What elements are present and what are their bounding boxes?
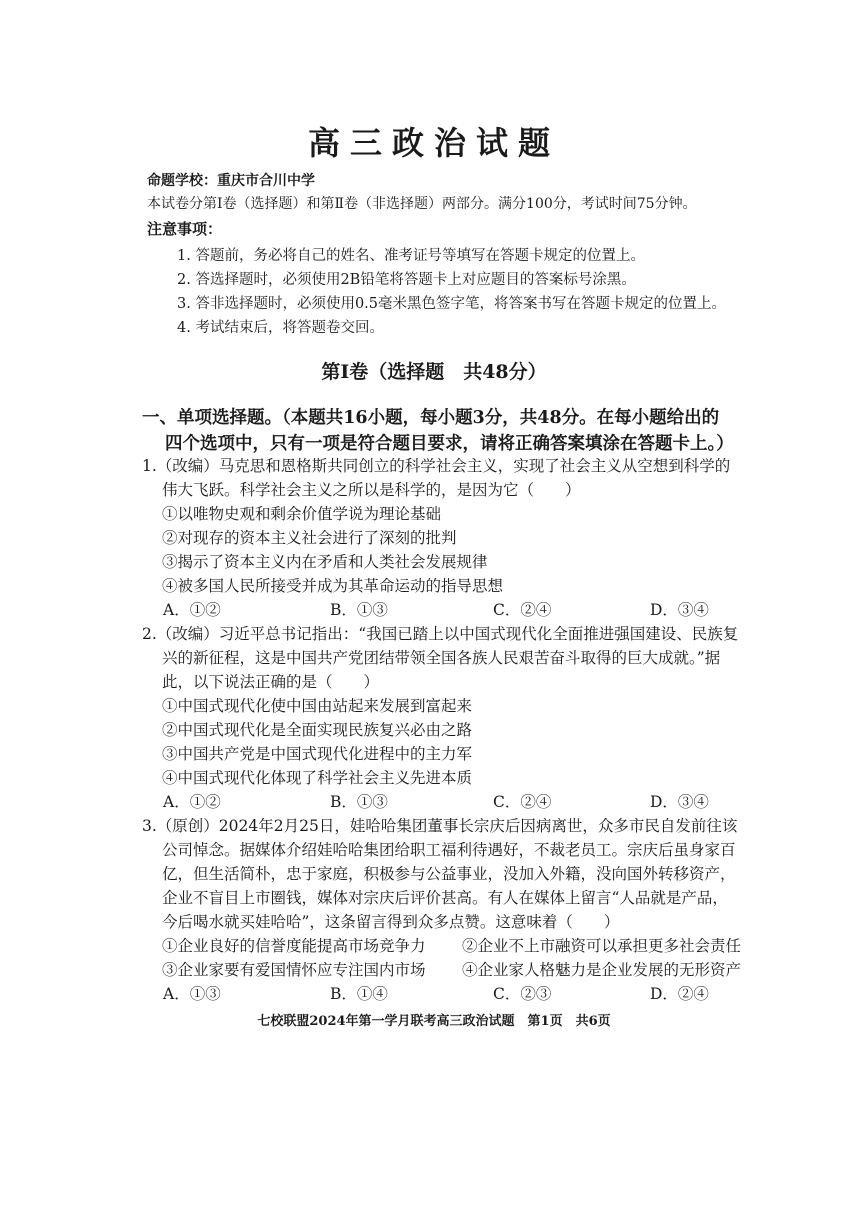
question-3-option-d[interactable]: D．②④ <box>650 985 709 1003</box>
question-3-line: 企业不盲目上市圈钱，媒体对宗庆后评价甚高。有人在媒体上留言“人品就是产品， <box>162 889 728 907</box>
question-3-line: 3.（原创）2024年2月25日，娃哈哈集团董事长宗庆后因病离世，众多市民自发前往该 <box>142 817 738 835</box>
question-2-option-d[interactable]: D．③④ <box>650 793 709 811</box>
question-2-line: 2.（改编）习近平总书记指出：“我国已踏上以中国式现代化全面推进强国建设、民族复 <box>142 625 739 643</box>
intro-line: 本试卷分第Ⅰ卷（选择题）和第Ⅱ卷（非选择题）两部分。满分100分，考试时间75分钟。 <box>147 196 697 212</box>
notice-item: 1. 答题前，务必将自己的姓名、准考证号等填写在答题卡规定的位置上。 <box>177 248 645 264</box>
question-2-option-a[interactable]: A．①② <box>163 793 221 811</box>
page-title: 高三政治试题 <box>307 124 560 162</box>
question-2-line: 兴的新征程，这是中国共产党团结带领全国各族人民艰苦奋斗取得的巨大成就。”据 <box>162 649 721 667</box>
question-3-line: 亿，但生活简朴，忠于家庭，积极参与公益事业，没加入外籍，没向国外转移资产， <box>162 865 736 883</box>
question-2-option-b[interactable]: B．①③ <box>330 793 388 811</box>
part-heading-line: 四个选项中，只有一项是符合题目要求，请将正确答案填涂在答题卡上。） <box>165 434 734 454</box>
question-1-line: 1.（改编）马克思和恩格斯共同创立的科学社会主义，实现了社会主义从空想到科学的 <box>142 457 731 475</box>
question-1-line: 伟大飞跃。科学社会主义之所以是科学的，是因为它（ ） <box>162 481 581 499</box>
question-1-option-a[interactable]: A．①② <box>163 601 221 619</box>
question-3-item: ②企业不上市融资可以承担更多社会责任 <box>462 937 742 955</box>
question-3-option-c[interactable]: C．②③ <box>493 985 552 1003</box>
question-1-item: ②对现存的资本主义社会进行了深刻的批判 <box>162 529 457 547</box>
question-1-item: ④被多国人民所接受并成为其革命运动的指导思想 <box>162 577 504 595</box>
question-3-item: ①企业良好的信誉度能提高市场竞争力 <box>162 937 426 955</box>
notice-item: 3. 答非选择题时，必须使用0.5毫米黑色签字笔，将答案书写在答题卡规定的位置上。 <box>177 296 727 312</box>
question-3-item: ④企业家人格魅力是企业发展的无形资产 <box>462 961 742 979</box>
question-2-item: ②中国式现代化是全面实现民族复兴必由之路 <box>162 721 473 739</box>
question-3-line: 今后喝水就买娃哈哈”，这条留言得到众多点赞。这意味着（ ） <box>162 913 620 931</box>
question-3-line: 公司悼念。据媒体介绍娃哈哈集团给职工福利待遇好，不裁老员工。宗庆后虽身家百 <box>162 841 736 859</box>
question-3-item: ③企业家要有爱国情怀应专注国内市场 <box>162 961 426 979</box>
question-2-option-c[interactable]: C．②④ <box>493 793 552 811</box>
question-1-option-d[interactable]: D．③④ <box>650 601 709 619</box>
question-2-item: ③中国共产党是中国式现代化进程中的主力军 <box>162 745 473 763</box>
notice-item: 4. 考试结束后，将答题卷交回。 <box>177 320 384 336</box>
question-3-option-a[interactable]: A．①③ <box>163 985 221 1003</box>
question-1-option-b[interactable]: B．①③ <box>330 601 388 619</box>
question-3-option-b[interactable]: B．①④ <box>330 985 388 1003</box>
school-line: 命题学校：重庆市合川中学 <box>147 173 315 189</box>
part-heading-line: 一、单项选择题。（本题共16小题，每小题3分，共48分。在每小题给出的 <box>142 408 720 428</box>
question-1-item: ①以唯物史观和剩余价值学说为理论基础 <box>162 505 442 523</box>
section-title: 第Ⅰ卷（选择题 共48分） <box>321 361 547 383</box>
notice-item: 2. 答选择题时，必须使用2B铅笔将答题卡上对应题目的答案标号涂黑。 <box>177 272 636 288</box>
page-footer: 七校联盟2024年第一学月联考高三政治试题 第1页 共6页 <box>257 1014 611 1029</box>
question-2-item: ①中国式现代化使中国由站起来发展到富起来 <box>162 697 473 715</box>
question-2-item: ④中国式现代化体现了科学社会主义先进本质 <box>162 769 473 787</box>
notice-heading: 注意事项： <box>147 220 223 238</box>
question-2-line: 此，以下说法正确的是（ ） <box>162 673 380 691</box>
question-1-item: ③揭示了资本主义内在矛盾和人类社会发展规律 <box>162 553 488 571</box>
question-1-option-c[interactable]: C．②④ <box>493 601 552 619</box>
